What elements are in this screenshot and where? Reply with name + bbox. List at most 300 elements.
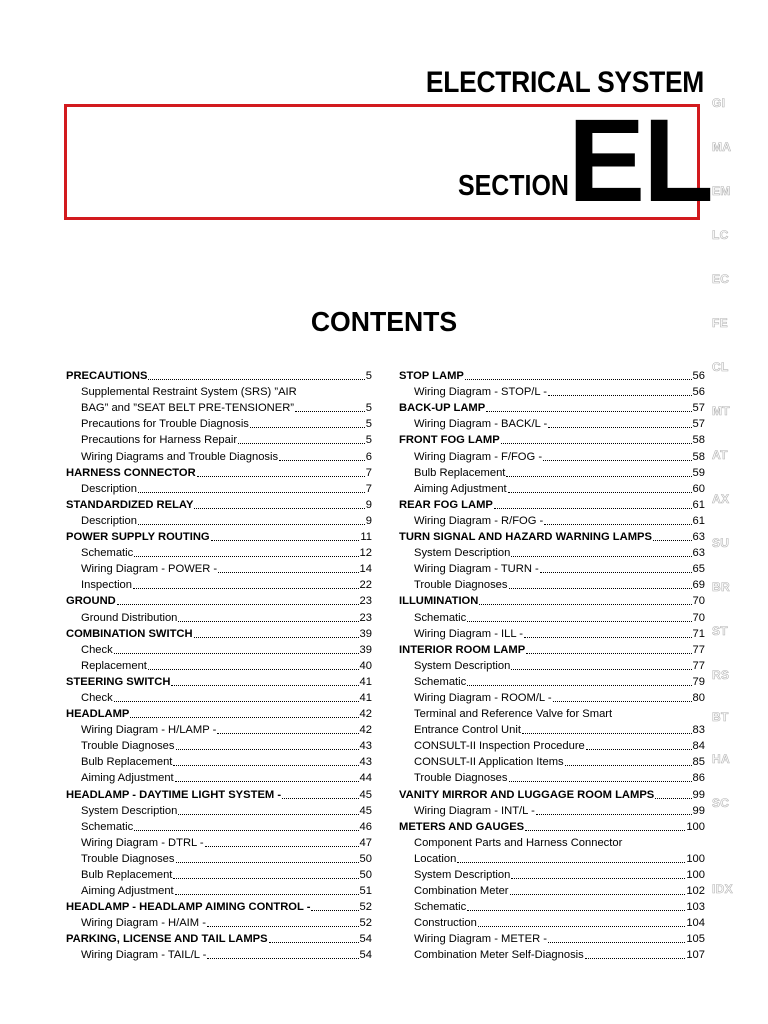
toc-page-number: 100	[686, 852, 705, 865]
toc-dot-leader	[548, 395, 692, 396]
toc-dot-leader	[176, 862, 359, 863]
toc-page-number: 63	[692, 531, 705, 544]
toc-sub-entry[interactable]	[66, 480, 372, 496]
toc-dot-leader	[465, 379, 692, 380]
toc-page-number: 52	[359, 901, 372, 914]
toc-dot-leader	[282, 798, 358, 799]
toc-heading-entry[interactable]	[66, 898, 372, 914]
toc-dot-leader	[178, 814, 358, 815]
toc-entry-label: Trouble Diagnoses	[414, 579, 508, 592]
section-code: EL	[568, 95, 712, 227]
toc-entry-label: Wiring Diagram - TAIL/L -	[81, 949, 207, 962]
toc-sub-entry[interactable]	[399, 930, 705, 946]
toc-heading-entry[interactable]	[66, 625, 372, 641]
toc-sub-entry[interactable]	[399, 769, 705, 785]
toc-entry-label: Bulb Replacement	[81, 869, 173, 881]
toc-dot-leader	[478, 926, 686, 927]
toc-entry-label: Schematic	[81, 820, 134, 833]
toc-entry-label: HEADLAMP	[66, 708, 130, 721]
toc-dot-leader	[536, 814, 692, 815]
toc-entry-label: System Description	[414, 547, 511, 560]
toc-sub-entry[interactable]	[399, 866, 705, 882]
toc-entry-label: Wiring Diagram - METER -	[414, 933, 548, 946]
section-tab-idx[interactable]: IDX	[712, 882, 733, 896]
toc-page-number: 45	[359, 788, 372, 801]
section-tab-fe[interactable]: FE	[712, 316, 728, 330]
toc-entry-label: Trouble Diagnoses	[414, 772, 508, 785]
toc-page-number: 59	[692, 466, 705, 479]
toc-dot-leader	[194, 637, 359, 638]
toc-page-number: 80	[692, 691, 705, 704]
toc-heading-entry[interactable]	[399, 431, 705, 447]
toc-dot-leader	[510, 894, 686, 895]
toc-page-number: 7	[365, 482, 372, 495]
toc-dot-leader	[114, 653, 359, 654]
toc-sub-entry[interactable]	[399, 946, 705, 962]
toc-entry-label: Component Parts and Harness Connector	[414, 836, 623, 849]
manual-title: ELECTRICAL SYSTEM	[425, 66, 704, 99]
toc-page-number: 100	[686, 820, 705, 833]
toc-sub-entry[interactable]	[66, 560, 372, 576]
toc-sub-entry[interactable]	[399, 705, 705, 721]
toc-sub-entry[interactable]	[66, 802, 372, 818]
toc-page-number: 57	[692, 418, 705, 431]
toc-dot-leader	[526, 653, 691, 654]
toc-page-number: 60	[692, 482, 705, 495]
toc-heading-entry[interactable]	[66, 367, 372, 383]
toc-sub-entry[interactable]	[399, 447, 705, 463]
section-tab-gi[interactable]: GI	[712, 96, 726, 110]
toc-page-number: 40	[359, 659, 372, 672]
toc-entry-label: System Description	[414, 659, 511, 672]
toc-entry-label: System Description	[414, 869, 511, 881]
toc-page-number: 52	[359, 917, 372, 930]
section-tab-ma[interactable]: MA	[712, 140, 732, 154]
toc-sub-entry[interactable]	[66, 608, 372, 624]
toc-page-number: 14	[359, 563, 372, 576]
toc-sub-entry[interactable]	[399, 464, 705, 480]
toc-entry-label: Aiming Adjustment	[414, 482, 507, 495]
toc-dot-leader	[130, 717, 358, 718]
toc-entry-label: Supplemental Restraint System (SRS) ”AIR	[81, 386, 297, 399]
toc-dot-leader	[508, 492, 692, 493]
toc-dot-leader	[133, 588, 359, 589]
toc-dot-leader	[175, 781, 359, 782]
toc-dot-leader	[176, 749, 359, 750]
toc-entry-label: Schematic	[414, 611, 467, 624]
toc-dot-leader	[311, 910, 358, 911]
toc-entry-label: Bulb Replacement	[414, 466, 506, 479]
toc-dot-leader	[134, 830, 358, 831]
toc-heading-entry[interactable]	[399, 496, 705, 512]
toc-sub-entry[interactable]	[399, 737, 705, 753]
toc-sub-entry[interactable]	[66, 737, 372, 753]
toc-heading-entry[interactable]	[399, 528, 705, 544]
toc-heading-entry[interactable]	[399, 818, 705, 834]
toc-column-right	[399, 367, 705, 962]
toc-sub-entry[interactable]	[399, 850, 705, 866]
section-tab-at[interactable]: AT	[712, 448, 728, 462]
toc-entry-label: Location	[414, 852, 457, 865]
toc-entry-label: Replacement	[81, 659, 147, 672]
toc-entry-label: PRECAUTIONS	[66, 370, 148, 383]
toc-page-number: 42	[359, 724, 372, 737]
toc-dot-leader	[238, 443, 365, 444]
toc-dot-leader	[511, 878, 685, 879]
toc-dot-leader	[544, 524, 691, 525]
toc-entry-label: Wiring Diagram - F/FOG -	[414, 450, 543, 463]
toc-sub-entry[interactable]	[399, 802, 705, 818]
toc-page-number: 5	[365, 418, 372, 431]
toc-entry-label: ILLUMINATION	[399, 595, 479, 608]
toc-page-number: 5	[365, 434, 372, 447]
toc-dot-leader	[511, 556, 691, 557]
toc-heading-entry[interactable]	[399, 641, 705, 657]
toc-entry-label: Wiring Diagram - ILL -	[414, 627, 523, 640]
toc-entry-label: Wiring Diagram - R/FOG -	[414, 514, 544, 527]
toc-dot-leader	[543, 460, 692, 461]
toc-page-number: 99	[692, 804, 705, 817]
toc-entry-label: STOP LAMP	[399, 370, 464, 383]
toc-page-number: 83	[692, 724, 705, 737]
toc-dot-leader	[295, 411, 365, 412]
toc-sub-entry[interactable]	[399, 882, 705, 898]
toc-entry-label: Wiring Diagram - DTRL -	[81, 836, 204, 849]
toc-page-number: 6	[365, 450, 372, 463]
toc-dot-leader	[148, 669, 359, 670]
toc-entry-label: Terminal and Reference Valve for Smart	[414, 708, 613, 721]
toc-dot-leader	[175, 894, 359, 895]
toc-sub-entry[interactable]	[399, 576, 705, 592]
toc-entry-label: BAG” and ”SEAT BELT PRE-TENSIONER”	[81, 402, 295, 415]
toc-page-number: 99	[692, 788, 705, 801]
toc-page-number: 46	[359, 820, 372, 833]
toc-entry-label: Schematic	[414, 901, 467, 914]
toc-entry-label: Precautions for Trouble Diagnosis	[81, 418, 249, 431]
toc-page-number: 70	[692, 611, 705, 624]
toc-entry-label: POWER SUPPLY ROUTING	[66, 531, 210, 544]
toc-sub-entry[interactable]	[399, 834, 705, 850]
toc-dot-leader	[509, 781, 692, 782]
toc-heading-entry[interactable]	[66, 785, 372, 801]
toc-dot-leader	[565, 765, 692, 766]
toc-entry-label: Combination Meter	[414, 885, 509, 898]
toc-entry-label: COMBINATION SWITCH	[66, 627, 193, 640]
toc-dot-leader	[138, 524, 365, 525]
toc-dot-leader	[134, 556, 358, 557]
toc-page-number: 105	[686, 933, 705, 946]
toc-page-number: 77	[692, 643, 705, 656]
toc-page-number: 5	[365, 370, 372, 383]
toc-page-number: 57	[692, 402, 705, 415]
toc-entry-label: REAR FOG LAMP	[399, 498, 493, 511]
toc-dot-leader	[486, 411, 691, 412]
toc-dot-leader	[205, 846, 359, 847]
toc-sub-entry[interactable]	[66, 576, 372, 592]
section-tab-mt[interactable]: MT	[712, 404, 730, 418]
toc-entry-label: BACK-UP LAMP	[399, 402, 486, 415]
toc-entry-label: Wiring Diagram - ROOM/L -	[414, 691, 552, 704]
toc-entry-label: Wiring Diagram - TURN -	[414, 563, 539, 576]
section-tab-ax[interactable]: AX	[712, 492, 730, 506]
toc-heading-entry[interactable]	[399, 399, 705, 415]
toc-sub-entry[interactable]	[66, 431, 372, 447]
toc-dot-leader	[509, 588, 692, 589]
toc-sub-entry[interactable]	[66, 544, 372, 560]
toc-page-number: 104	[686, 917, 705, 930]
toc-page-number: 58	[692, 450, 705, 463]
toc-sub-entry[interactable]	[399, 673, 705, 689]
section-tab-ec[interactable]: EC	[712, 272, 730, 286]
toc-page-number: 42	[359, 708, 372, 721]
toc-sub-entry[interactable]	[66, 866, 372, 882]
toc-heading-entry[interactable]	[399, 592, 705, 608]
toc-dot-leader	[117, 604, 359, 605]
toc-sub-entry[interactable]	[66, 721, 372, 737]
toc-dot-leader	[522, 733, 692, 734]
toc-entry-label: FRONT FOG LAMP	[399, 434, 500, 447]
toc-sub-entry[interactable]	[399, 657, 705, 673]
toc-sub-entry[interactable]	[66, 946, 372, 962]
toc-page-number: 54	[359, 933, 372, 946]
section-tab-lc[interactable]: LC	[712, 228, 729, 242]
toc-page-number: 56	[692, 370, 705, 383]
toc-page-number: 56	[692, 386, 705, 399]
toc-heading-entry[interactable]	[66, 496, 372, 512]
toc-sub-entry[interactable]	[66, 512, 372, 528]
toc-heading-entry[interactable]	[66, 705, 372, 721]
section-tab-su[interactable]: SU	[712, 536, 730, 550]
toc-page-number: 70	[692, 595, 705, 608]
toc-entry-label: Trouble Diagnoses	[81, 852, 175, 865]
toc-page-number: 50	[359, 852, 372, 865]
toc-page-number: 41	[359, 675, 372, 688]
toc-entry-label: Wiring Diagram - INT/L -	[414, 804, 535, 817]
toc-page-number: 65	[692, 563, 705, 576]
toc-dot-leader	[501, 443, 692, 444]
toc-page-number: 51	[359, 885, 372, 898]
toc-dot-leader	[548, 942, 685, 943]
toc-entry-label: Wiring Diagrams and Trouble Diagnosis	[81, 450, 279, 463]
toc-dot-leader	[138, 492, 365, 493]
toc-entry-label: Aiming Adjustment	[81, 885, 174, 898]
toc-heading-entry[interactable]	[66, 464, 372, 480]
toc-entry-label: Construction	[414, 917, 477, 930]
toc-sub-entry[interactable]	[399, 721, 705, 737]
toc-page-number: 12	[359, 547, 372, 560]
toc-dot-leader	[269, 942, 359, 943]
toc-entry-label: Precautions for Harness Repair	[81, 434, 238, 447]
toc-entry-label: Bulb Replacement	[81, 756, 173, 769]
toc-dot-leader	[211, 540, 360, 541]
toc-entry-label: Wiring Diagram - H/LAMP -	[81, 724, 217, 737]
toc-dot-leader	[511, 669, 691, 670]
toc-sub-entry[interactable]	[66, 850, 372, 866]
section-tab-st[interactable]: ST	[712, 624, 728, 638]
toc-page-number: 100	[686, 869, 705, 881]
toc-entry-label: PARKING, LICENSE AND TAIL LAMPS	[66, 933, 268, 946]
toc-entry-label: Check	[81, 643, 113, 656]
toc-dot-leader	[585, 958, 686, 959]
toc-page-number: 79	[692, 675, 705, 688]
toc-entry-label: STEERING SWITCH	[66, 675, 171, 688]
toc-page-number: 50	[359, 869, 372, 881]
toc-sub-entry[interactable]	[66, 914, 372, 930]
toc-dot-leader	[525, 830, 685, 831]
toc-sub-entry[interactable]	[66, 882, 372, 898]
toc-entry-label: Combination Meter Self-Diagnosis	[414, 949, 584, 962]
toc-page-number: 9	[365, 498, 372, 511]
toc-dot-leader	[653, 540, 692, 541]
toc-entry-label: INTERIOR ROOM LAMP	[399, 643, 526, 656]
toc-sub-entry[interactable]	[66, 641, 372, 657]
toc-sub-entry[interactable]	[399, 753, 705, 769]
toc-heading-entry[interactable]	[66, 673, 372, 689]
toc-heading-entry[interactable]	[66, 592, 372, 608]
toc-heading-entry[interactable]	[399, 367, 705, 383]
toc-sub-entry[interactable]	[66, 657, 372, 673]
toc-dot-leader	[279, 460, 365, 461]
toc-page-number: 61	[692, 498, 705, 511]
toc-dot-leader	[548, 427, 691, 428]
toc-page-number: 63	[692, 547, 705, 560]
toc-dot-leader	[114, 701, 359, 702]
toc-dot-leader	[467, 621, 691, 622]
toc-dot-leader	[467, 685, 691, 686]
toc-entry-label: Schematic	[81, 547, 134, 560]
toc-dot-leader	[171, 685, 358, 686]
toc-sub-entry[interactable]	[399, 480, 705, 496]
toc-sub-entry[interactable]	[66, 753, 372, 769]
toc-entry-label: CONSULT-II Inspection Procedure	[414, 740, 585, 753]
toc-page-number: 71	[692, 627, 705, 640]
toc-dot-leader	[207, 926, 359, 927]
section-tab-bt[interactable]: BT	[712, 710, 729, 724]
toc-sub-entry[interactable]	[66, 834, 372, 850]
toc-page-number: 84	[692, 740, 705, 753]
toc-dot-leader	[524, 637, 692, 638]
toc-entry-label: Wiring Diagram - BACK/L -	[414, 418, 548, 431]
toc-page-number: 23	[359, 595, 372, 608]
toc-column-left	[66, 367, 372, 962]
toc-dot-leader	[207, 958, 358, 959]
toc-sub-entry[interactable]	[66, 399, 372, 415]
toc-page-number: 43	[359, 740, 372, 753]
toc-dot-leader	[655, 798, 691, 799]
toc-sub-entry[interactable]	[399, 383, 705, 399]
toc-dot-leader	[479, 604, 691, 605]
toc-page-number: 7	[365, 466, 372, 479]
toc-dot-leader	[250, 427, 365, 428]
toc-sub-entry[interactable]	[66, 415, 372, 431]
toc-page-number: 43	[359, 756, 372, 769]
toc-page-number: 9	[365, 514, 372, 527]
toc-page-number: 47	[359, 836, 372, 849]
toc-sub-entry[interactable]	[399, 914, 705, 930]
toc-sub-entry[interactable]	[399, 898, 705, 914]
toc-dot-leader	[457, 862, 685, 863]
section-tab-rs[interactable]: RS	[712, 668, 730, 682]
toc-sub-entry[interactable]	[399, 689, 705, 705]
section-label: SECTION	[458, 170, 569, 202]
toc-dot-leader	[194, 508, 364, 509]
toc-page-number: 61	[692, 514, 705, 527]
toc-entry-label: Trouble Diagnoses	[81, 740, 175, 753]
toc-page-number: 58	[692, 434, 705, 447]
toc-heading-entry[interactable]	[399, 785, 705, 801]
toc-page-number: 103	[686, 901, 705, 914]
toc-entry-label: Wiring Diagram - STOP/L -	[414, 386, 548, 399]
toc-sub-entry[interactable]	[399, 560, 705, 576]
toc-sub-entry[interactable]	[399, 512, 705, 528]
toc-page-number: 54	[359, 949, 372, 962]
toc-sub-entry[interactable]	[399, 544, 705, 560]
toc-page-number: 45	[359, 804, 372, 817]
toc-page-number: 23	[359, 611, 372, 624]
toc-dot-leader	[218, 572, 358, 573]
toc-page-number: 22	[359, 579, 372, 592]
toc-entry-label: METERS AND GAUGES	[399, 820, 525, 833]
toc-sub-entry[interactable]	[66, 447, 372, 463]
toc-entry-label: Entrance Control Unit	[414, 724, 521, 737]
toc-page-number: 44	[359, 772, 372, 785]
toc-sub-entry[interactable]	[399, 625, 705, 641]
toc-page-number: 69	[692, 579, 705, 592]
section-tab-br[interactable]: BR	[712, 580, 730, 594]
toc-page-number: 41	[359, 691, 372, 704]
toc-dot-leader	[173, 765, 358, 766]
toc-entry-label: Aiming Adjustment	[81, 772, 174, 785]
toc-sub-entry[interactable]	[66, 769, 372, 785]
toc-dot-leader	[494, 508, 692, 509]
toc-heading-entry[interactable]	[66, 930, 372, 946]
toc-page-number: 39	[359, 643, 372, 656]
toc-sub-entry[interactable]	[66, 383, 372, 399]
toc-entry-label: Wiring Diagram - H/AIM -	[81, 917, 206, 930]
toc-page-number: 5	[365, 402, 372, 415]
toc-heading-entry[interactable]	[66, 528, 372, 544]
toc-dot-leader	[553, 701, 692, 702]
section-tab-sc[interactable]: SC	[712, 796, 730, 810]
toc-entry-label: Description	[81, 482, 137, 495]
toc-entry-label: System Description	[81, 804, 178, 817]
section-tab-em[interactable]: EM	[712, 184, 731, 198]
toc-sub-entry[interactable]	[66, 689, 372, 705]
toc-page-number: 11	[360, 531, 372, 544]
toc-entry-label: HARNESS CONNECTOR	[66, 466, 196, 479]
toc-dot-leader	[148, 379, 364, 380]
toc-entry-label: Schematic	[414, 675, 467, 688]
toc-sub-entry[interactable]	[399, 415, 705, 431]
toc-dot-leader	[197, 476, 365, 477]
toc-entry-label: CONSULT-II Application Items	[414, 756, 564, 769]
toc-entry-label: GROUND	[66, 595, 116, 608]
toc-page-number: 102	[686, 885, 705, 898]
toc-sub-entry[interactable]	[66, 818, 372, 834]
contents-title: CONTENTS	[310, 306, 458, 337]
section-tab-cl[interactable]: CL	[712, 360, 729, 374]
toc-page-number: 85	[692, 756, 705, 769]
toc-dot-leader	[586, 749, 692, 750]
toc-entry-label: Description	[81, 514, 137, 527]
toc-sub-entry[interactable]	[399, 608, 705, 624]
toc-entry-label: HEADLAMP - HEADLAMP AIMING CONTROL -	[66, 901, 311, 914]
section-tab-ha[interactable]: HA	[712, 752, 730, 766]
toc-dot-leader	[540, 572, 692, 573]
toc-page-number: 39	[359, 627, 372, 640]
toc-entry-label: HEADLAMP - DAYTIME LIGHT SYSTEM -	[66, 788, 282, 801]
toc-dot-leader	[467, 910, 685, 911]
